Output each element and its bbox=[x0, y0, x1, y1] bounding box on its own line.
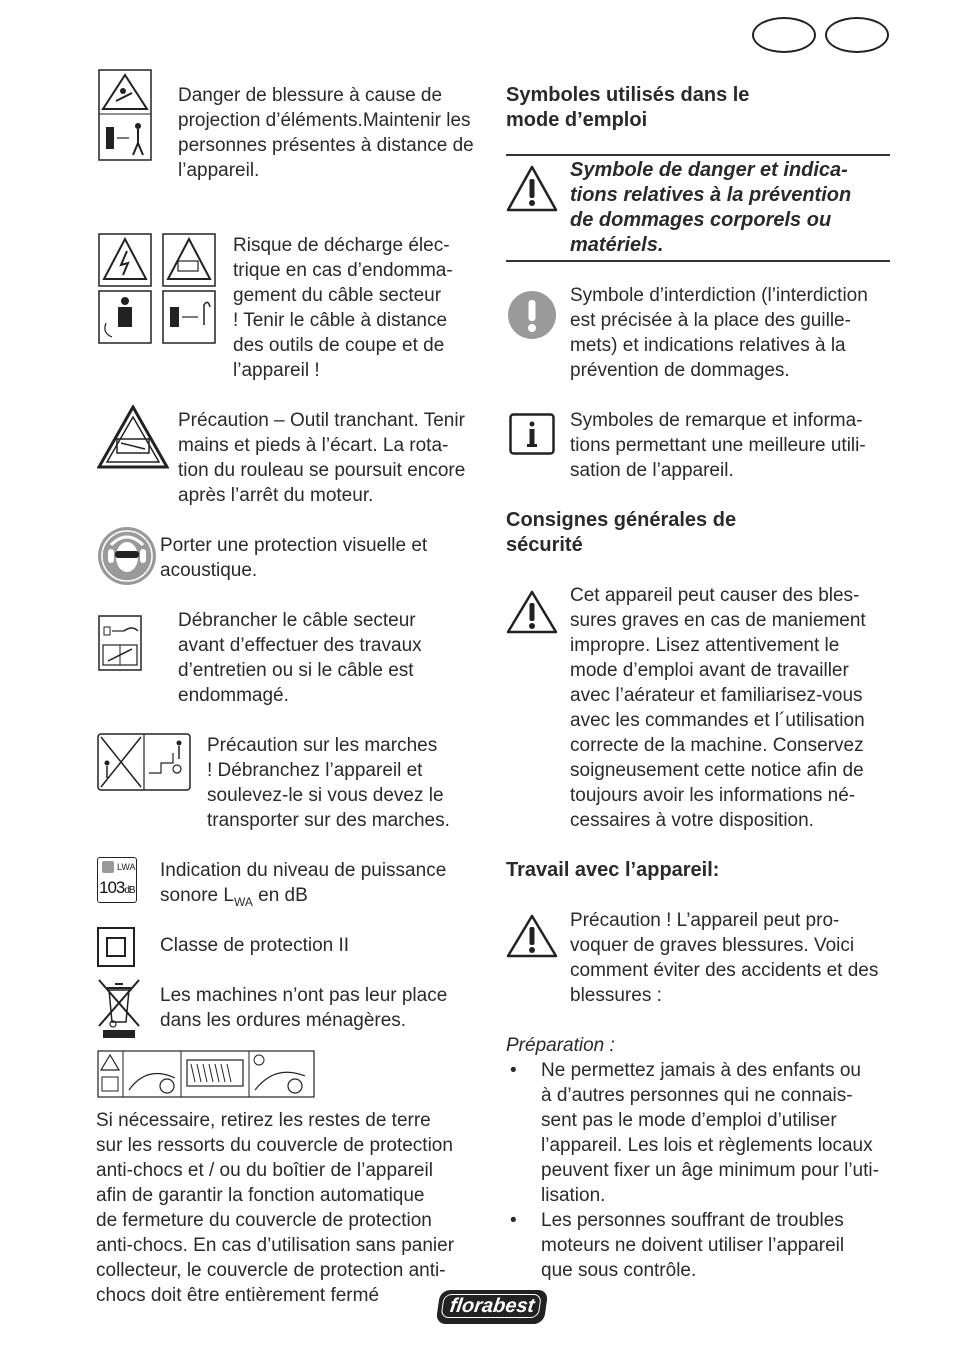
info-icon bbox=[509, 413, 555, 455]
symbol-text-electric: Risque de décharge élec- trique en cas d’endomma- gement du câble secteur ! Tenir le câble à distance des outils de coupe et de l’appareil ! bbox=[233, 235, 453, 381]
warning-triangle-icon bbox=[506, 589, 558, 635]
symbol-text-sharp-tool: Précaution – Outil tranchant. Tenir mains et pieds à l’écart. La rota- tion du rouleau se poursuit encore après l’arrêt du moteur. bbox=[178, 410, 466, 506]
brand-logo bbox=[436, 1290, 549, 1324]
sound-text-end: en dB bbox=[252, 885, 308, 906]
heading-safety: Consignes générales de sécurité bbox=[506, 509, 737, 556]
prohibition-text: Symbole d’interdiction (l’interdiction est précisée à la place des guille- mets) et indications relatives à la prévention de dommages. bbox=[570, 285, 868, 381]
eye-ear-protection-icon bbox=[97, 525, 157, 587]
speaker-icon bbox=[102, 861, 114, 873]
heading-work: Travail avec l’appareil: bbox=[506, 859, 720, 881]
bullet-text-2: Les personnes souffrant de troubles moteurs ne doivent utiliser l’appareil que sous contrôle. bbox=[541, 1210, 845, 1281]
bullet-marker-2: • bbox=[510, 1210, 517, 1231]
symbol-text-protection: Porter une protection visuelle et acoustique. bbox=[160, 535, 428, 581]
language-tab-oval-1 bbox=[752, 17, 816, 53]
top-rule bbox=[506, 154, 890, 156]
language-tab-oval-2 bbox=[825, 17, 889, 53]
sound-icon-label: LWA bbox=[117, 862, 136, 872]
preparation-label: Préparation : bbox=[506, 1035, 615, 1056]
cleaning-paragraph: Si nécessaire, retirez les restes de terre sur les ressorts du couvercle de protection anti-chocs et / ou du boîtier de l’appareil afin de garantir la fonction automatique de fermeture du couvercle de protection anti-chocs. En cas d’utilisation sans panier collecteur, le couvercle de protection anti- chocs doit être entièrement fermé bbox=[96, 1110, 455, 1306]
symbol-text-unplug: Débrancher le câble secteur avant d’effectuer des travaux d’entretien ou si le câble est endommagé. bbox=[178, 610, 422, 706]
bullet-text-1: Ne permettez jamais à des enfants ou à d’autres personnes qui ne connais- sent pas le mode d’emploi d’utiliser l’appareil. Les lois et règlements locaux peuvent fixer un âge minimum pour l’uti- lisation. bbox=[541, 1060, 879, 1206]
sound-icon-value: 103 bbox=[99, 878, 125, 897]
protection-class-ii-icon bbox=[97, 927, 135, 967]
symbol-text-stairs: Précaution sur les marches ! Débranchez l’appareil et soulevez-le si vous devez le transporter sur des marches. bbox=[207, 735, 450, 831]
crossed-waste-bin-icon bbox=[97, 978, 141, 1040]
prohibition-icon bbox=[507, 290, 557, 340]
electric-shock-warning-icon bbox=[98, 233, 218, 345]
brand-name: florabest bbox=[448, 1295, 536, 1317]
bottom-rule bbox=[506, 260, 890, 262]
sound-text-sub: WA bbox=[233, 894, 253, 909]
unplug-cable-icon bbox=[98, 615, 142, 671]
heading-symbols: Symboles utilisés dans le mode d’emploi bbox=[506, 84, 750, 131]
symbol-text-sound bbox=[160, 858, 480, 915]
sound-icon-unit: dB bbox=[124, 885, 135, 896]
sound-level-icon bbox=[97, 857, 137, 903]
info-text: Symboles de remarque et informa- tions permettant une meilleure utili- sation de l’appareil. bbox=[570, 410, 866, 481]
symbol-text-waste: Les machines n’ont pas leur place dans les ordures ménagères. bbox=[160, 985, 448, 1031]
bullet-marker-1: • bbox=[510, 1060, 517, 1081]
work-text: Précaution ! L’appareil peut pro- voquer de graves blessures. Voici comment éviter des accidents et des blessures : bbox=[570, 910, 879, 1006]
projection-warning-icon bbox=[98, 69, 152, 161]
sound-text-main: Indication du niveau de puissance sonore L bbox=[160, 860, 447, 906]
danger-symbol-text: Symbole de danger et indica- tions relatives à la prévention de dommages corporels ou matériels. bbox=[570, 159, 852, 256]
stairs-caution-icon bbox=[97, 733, 191, 791]
maintenance-illustration-strip bbox=[97, 1050, 315, 1098]
danger-triangle-icon bbox=[506, 164, 558, 214]
general-safety-text: Cet appareil peut causer des bles- sures graves en cas de maniement impropre. Lisez attentivement le mode d’emploi avant de travailler avec l’aérateur et familiarisez-vous avec les commandes et l´utilisation correcte de la machine. Conservez soigneusement cette notice afin de toujours avoir les informations né- cessaires à votre disposition. bbox=[570, 585, 866, 831]
symbol-text-projection: Danger de blessure à cause de projection d’éléments.Maintenir les personnes présentes à distance de l’appareil. bbox=[178, 85, 474, 181]
sharp-tool-warning-icon bbox=[97, 405, 169, 469]
work-warning-triangle-icon bbox=[506, 913, 558, 959]
symbol-text-class-ii: Classe de protection II bbox=[160, 935, 350, 956]
